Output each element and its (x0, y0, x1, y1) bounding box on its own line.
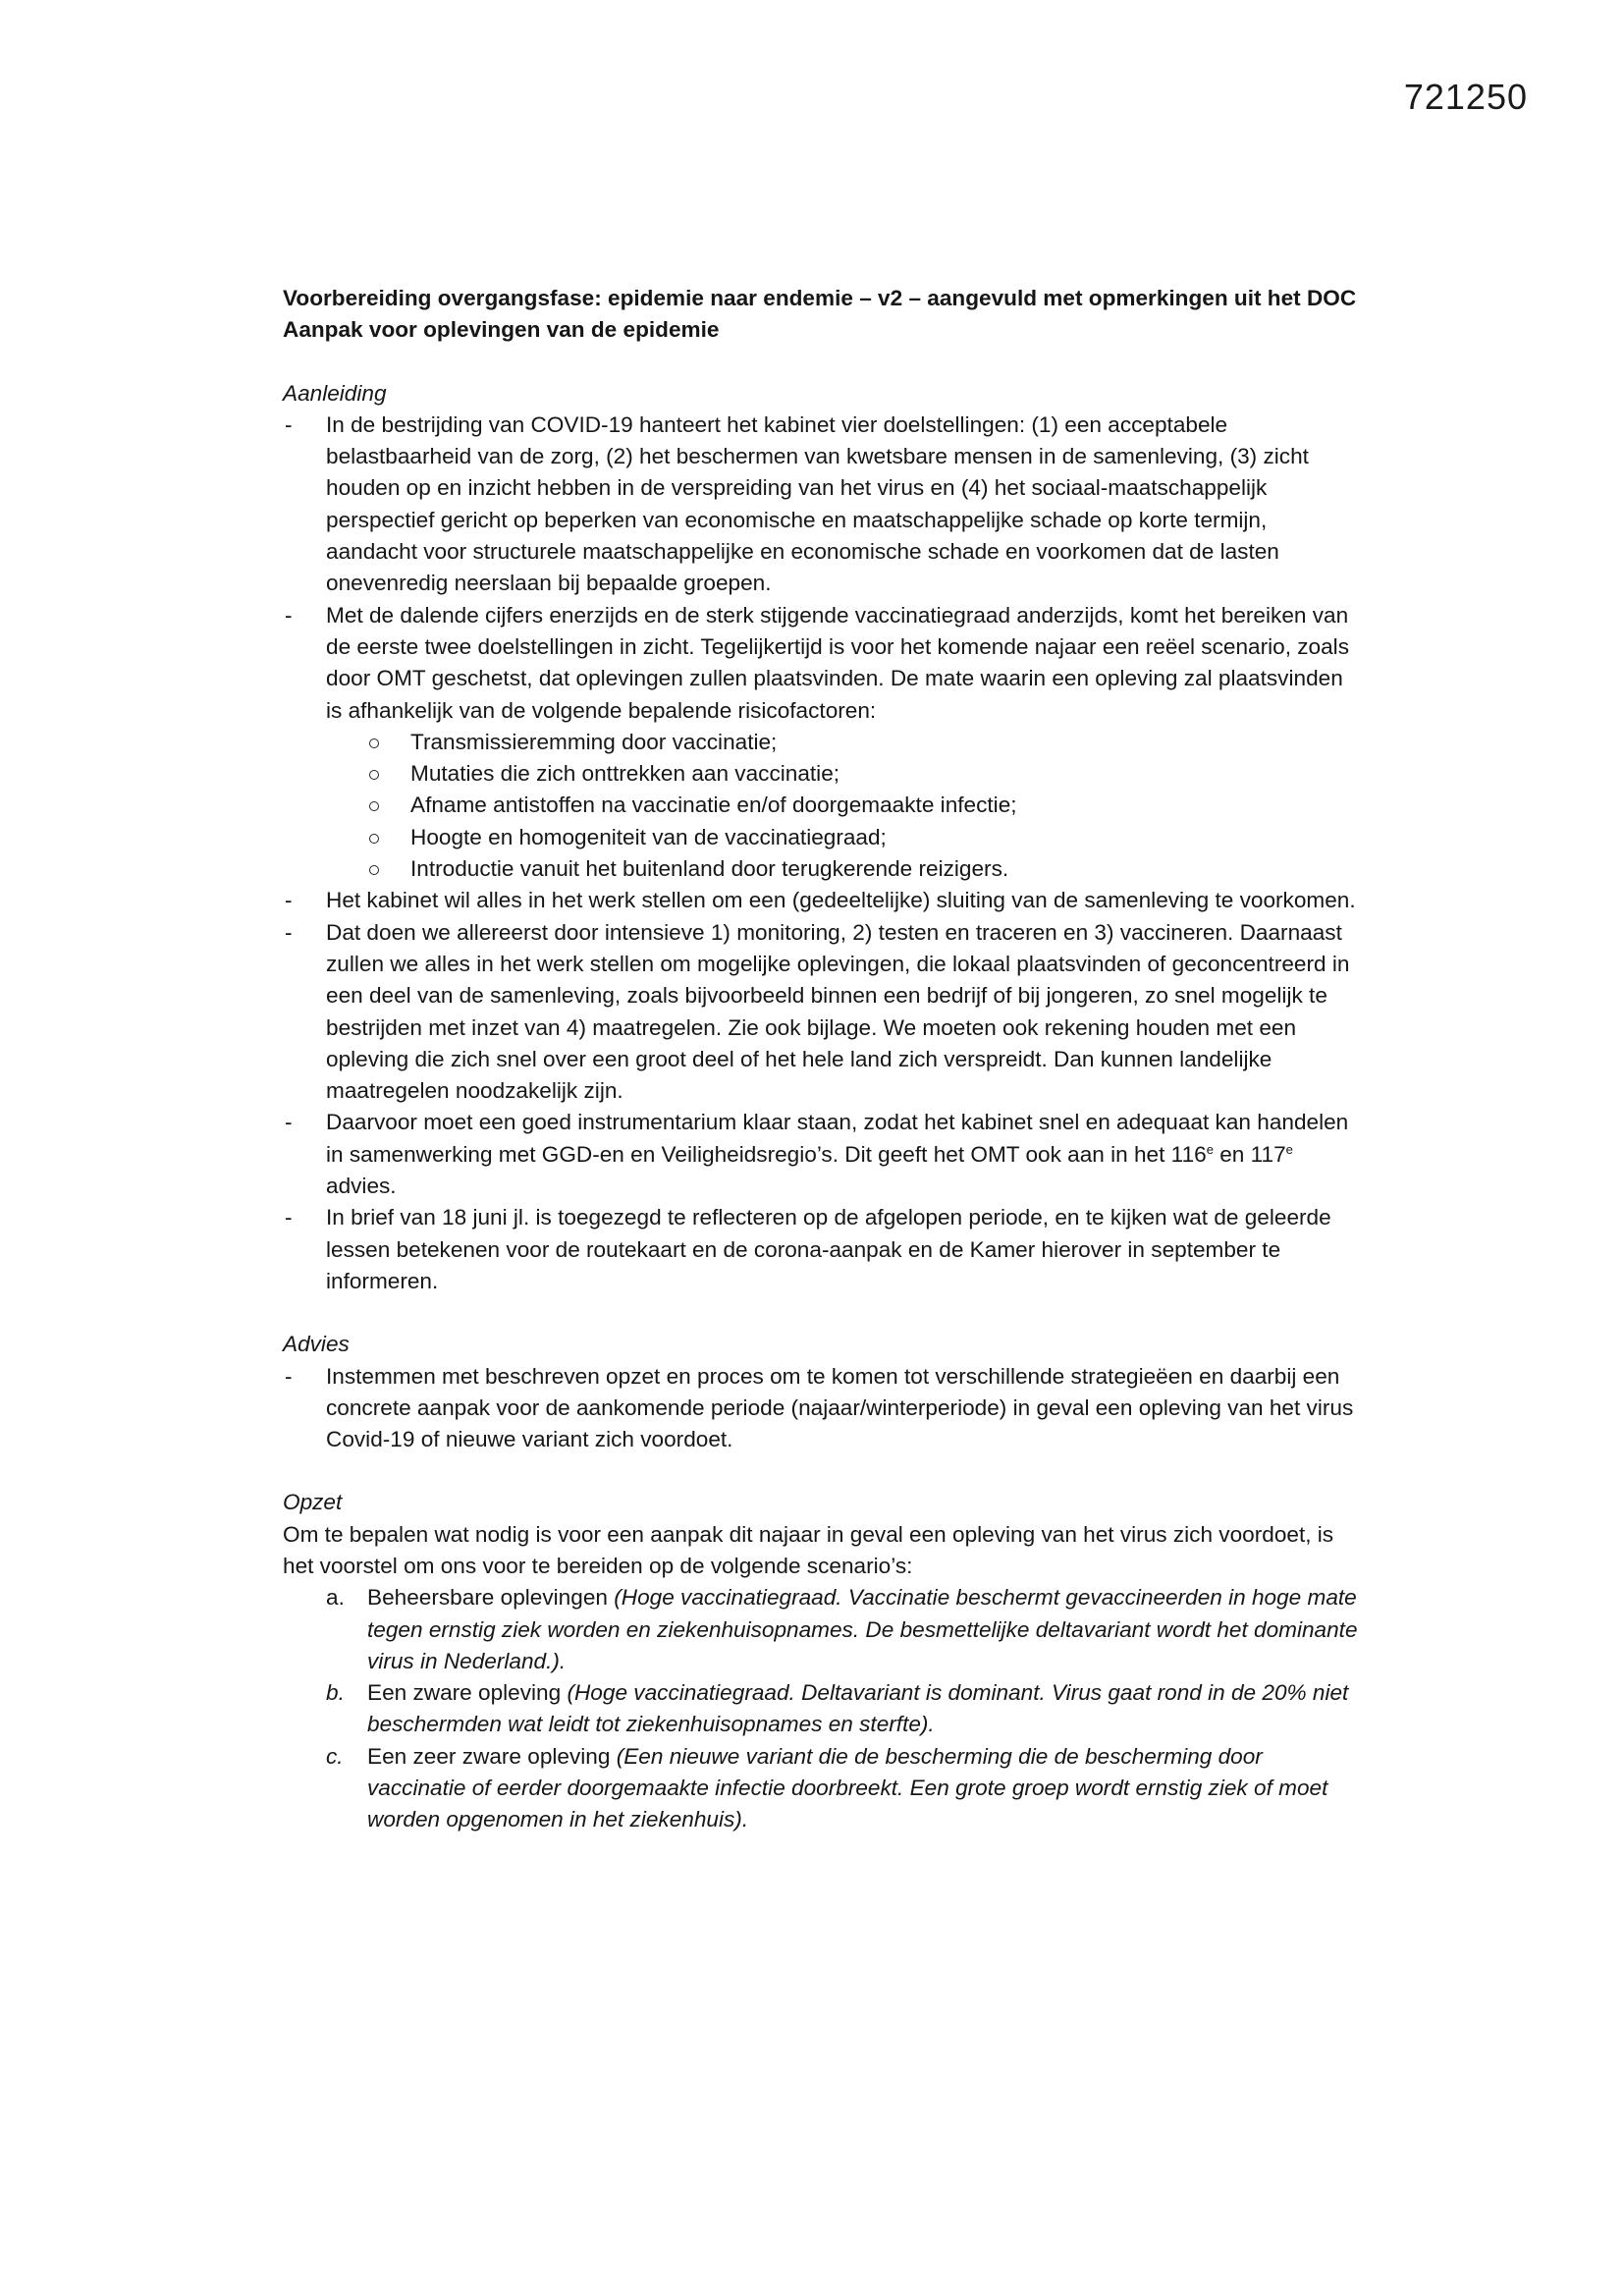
risk-factor-text: Introductie vanuit het buitenland door terugkerende reizigers. (410, 856, 1009, 882)
ordinal-suffix: e (1206, 1141, 1214, 1157)
scenario-item (326, 1677, 1363, 1741)
advies-list (283, 1361, 1363, 1456)
document-body (283, 283, 1363, 1836)
risk-factor-list (326, 727, 1363, 885)
scenario-detail: (Hoge vaccinatiegraad. Vaccinatie beschermt gevaccineerden in hoge mate tegen ernstig ziek worden en ziekenhuisopnames. De besmettelijke deltavariant wordt het dominante virus in Nederland.). (367, 1585, 1358, 1673)
circle-bullet-icon (369, 834, 379, 844)
aanleiding-list (283, 410, 1363, 1297)
scenario-letter: b. (326, 1680, 345, 1706)
circle-bullet-icon (369, 738, 379, 748)
list-item: - Het kabinet wil alles in het werk stellen om een (gedeeltelijke) sluiting van de samenleving te voorkomen. (283, 885, 1363, 916)
ordinal-suffix: e (1285, 1141, 1293, 1157)
title-line-2: Aanpak voor oplevingen van de epidemie (283, 317, 720, 343)
section-heading-advies: Advies (283, 1332, 350, 1357)
circle-bullet-icon (369, 865, 379, 875)
risk-factor-text: Afname antistoffen na vaccinatie en/of doorgemaakte infectie; (410, 793, 1017, 818)
section-heading-opzet: Opzet (283, 1490, 343, 1515)
risk-factor-text: Transmissieremming door vaccinatie; (410, 729, 778, 754)
scenario-letter: a. (326, 1585, 345, 1611)
omt-text-mid: en 117 (1213, 1141, 1286, 1167)
list-item: - In brief van 18 juni jl. is toegezegd te reflecteren op de afgelopen periode, en te kijken wat de geleerde lessen betekenen voor de routekaart en de corona-aanpak en de Kamer hierover in september te informeren. (283, 1202, 1363, 1297)
scenario-letter: c. (326, 1743, 344, 1769)
list-item: - In de bestrijding van COVID-19 hanteert het kabinet vier doelstellingen: (1) een acceptabele belastbaarheid van de zorg, (2) het beschermen van kwetsbare mensen in de samenleving, (3) zicht houden op en inzicht hebben in de verspreiding van het virus en (4) het sociaal-maatschappelijk perspectief gericht op beperken van economische en maatschappelijke schade op korte termijn, aandacht voor structurele maatschappelijke en economische schade en voorkomen dat de lasten onevenredig neerslaan bij bepaalde groepen. (283, 410, 1363, 600)
scenario-detail: (Een nieuwe variant die de bescherming die de bescherming door vaccinatie of eerder doorgemaakte infectie doorbreekt. Een grote groep wordt ernstig ziek of moet worden opgenomen in het ziekenhuis). (367, 1743, 1328, 1832)
list-item-text: Met de dalende cijfers enerzijds en de sterk stijgende vaccinatiegraad anderzijds, komt het bereiken van de eerste twee doelstellingen in zicht. Tegelijkertijd is voor het komende najaar een reëel scenario, zoals door OMT geschetst, dat oplevingen zullen plaatsvinden. De mate waarin een opleving zal plaatsvinden is afhankelijk van de volgende bepalende risicofactoren: (326, 602, 1350, 723)
scenario-item (326, 1741, 1363, 1836)
title-line-1: Voorbereiding overgangsfase: epidemie naar endemie – v2 – aangevuld met opmerkingen uit het DOC (283, 286, 1357, 310)
scenario-item (326, 1582, 1363, 1677)
risk-factor-item (369, 790, 1363, 821)
risk-factor-item (369, 822, 1363, 853)
scenario-label: Een zeer zware opleving (367, 1743, 617, 1769)
document-id: 721250 (1403, 77, 1528, 117)
risk-factor-text: Hoogte en homogeniteit van de vaccinatiegraad; (410, 824, 887, 849)
risk-factor-item (369, 727, 1363, 758)
risk-factor-text: Mutaties die zich onttrekken aan vaccinatie; (410, 761, 840, 787)
circle-bullet-icon (369, 770, 379, 780)
list-item (283, 600, 1363, 886)
list-item (283, 1107, 1363, 1202)
scenario-list (283, 1582, 1363, 1835)
opzet-intro: Om te bepalen wat nodig is voor een aanpak dit najaar in geval een opleving van het virus zich voordoet, is het voorstel om ons voor te bereiden op de volgende scenario’s: (283, 1521, 1334, 1578)
list-item: - Instemmen met beschreven opzet en proces om te komen tot verschillende strategieëen en daarbij een concrete aanpak voor de aankomende periode (najaar/winterperiode) in geval een opleving van het virus Covid-19 of nieuwe variant zich voordoet. (283, 1361, 1363, 1456)
omt-text-after: advies. (326, 1174, 397, 1199)
scenario-detail: (Hoge vaccinatiegraad. Deltavariant is dominant. Virus gaat rond in de 20% niet beschermden wat leidt tot ziekenhuisopnames en sterfte). (367, 1680, 1349, 1737)
scenario-label: Beheersbare oplevingen (367, 1585, 615, 1611)
section-heading-aanleiding: Aanleiding (283, 380, 387, 406)
document-title (283, 283, 1363, 347)
list-item: - Dat doen we allereerst door intensieve 1) monitoring, 2) testen en traceren en 3) vaccineren. Daarnaast zullen we alles in het werk stellen om mogelijke oplevingen, die lokaal plaatsvinden of geconcentreerd in een deel van de samenleving, zoals bijvoorbeeld binnen een bedrijf of bij jongeren, zo snel mogelijk te bestrijden met inzet van 4) maatregelen. Zie ook bijlage. We moeten ook rekening houden met een opleving die zich snel over een groot deel of het hele land zich verspreidt. Dan kunnen landelijke maatregelen noodzakelijk zijn. (283, 917, 1363, 1108)
risk-factor-item (369, 853, 1363, 885)
circle-bullet-icon (369, 801, 379, 811)
omt-text-before: Daarvoor moet een goed instrumentarium klaar staan, zodat het kabinet snel en adequaat kan handelen in samenwerking met GGD-en en Veiligheidsregio’s. Dit geeft het OMT ook aan in het 116 (326, 1110, 1349, 1167)
scenario-label: Een zware opleving (367, 1680, 568, 1706)
risk-factor-item (369, 758, 1363, 790)
